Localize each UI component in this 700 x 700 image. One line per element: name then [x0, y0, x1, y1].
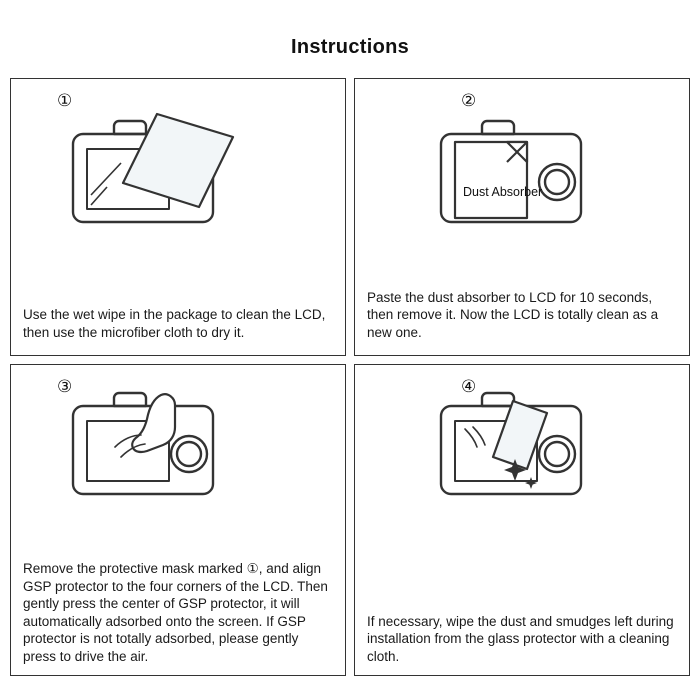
- step-4-number: ④: [461, 377, 477, 396]
- camera-cloth-wipe-drawing: [355, 365, 691, 551]
- page-title: Instructions: [290, 36, 410, 58]
- step-panel-4: [354, 364, 690, 676]
- dust-absorber-label: Dust Absorber: [463, 185, 543, 199]
- step-3-illustration: [11, 365, 345, 560]
- step-3-caption: Remove the protective mask marked ①, and align GSP protector to the four corners of the LCD. Then gently press the center of GSP protector, it will automatically adsorbed onto the screen. If GSP protector is not totally adsorbed, please gently press to drive the air.: [23, 561, 328, 664]
- step-panel-1: [10, 78, 346, 356]
- step-panel-3: [10, 364, 346, 676]
- steps-grid: [10, 78, 690, 676]
- step-4-illustration: [355, 365, 689, 613]
- step-4-caption: If necessary, wipe the dust and smudges left during installation from the glass protector with a cleaning cloth.: [367, 613, 674, 664]
- step-1-number: ①: [57, 91, 73, 110]
- step-1-illustration: [11, 79, 345, 306]
- step-3-number: ③: [57, 377, 73, 396]
- step-2-illustration: [355, 79, 689, 289]
- camera-dust-absorber-drawing: [355, 79, 691, 269]
- step-2-caption: Paste the dust absorber to LCD for 10 seconds, then remove it. Now the LCD is totally clean as a new one.: [367, 289, 659, 340]
- step-1-caption: Use the wet wipe in the package to clean the LCD, then use the microfiber cloth to dry it.: [23, 307, 326, 340]
- step-2-number: ②: [461, 91, 477, 110]
- step-panel-2: [354, 78, 690, 356]
